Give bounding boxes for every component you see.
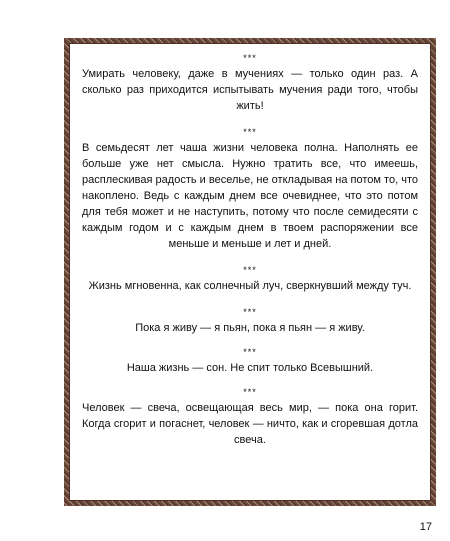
- quote-2: В семьдесят лет чаша жизни человека полна. Наполнять ее больше уже нет смысла. Нужно тратить все, что имеешь, расплескивая радость и веселье, не откладывая на потом то, что накоплено. Ведь с каждым днем все очевиднее, что это потом для тебя может и не наступить, потому что после семидесяти с каждым годом и с каждым днем в твоем распоряжении все меньше и меньше и лет и дней.: [82, 142, 418, 250]
- quote-1: Умирать человеку, даже в мучениях — только один раз. А сколько раз приходится испытывать мучения ради того, чтобы жить!: [82, 68, 418, 112]
- separator: ***: [243, 307, 257, 317]
- quote-5: Наша жизнь — сон. Не спит только Всевышний.: [126, 362, 374, 374]
- quote-3: Жизнь мгновенна, как солнечный луч, сверкнувший между туч.: [88, 280, 412, 292]
- quote-4: Пока я живу — я пьян, пока я пьян — я живу.: [135, 322, 365, 334]
- quote-6: Человек — свеча, освещающая весь мир, — пока она горит. Когда сгорит и погаснет, человек — ничто, как и сгоревшая дотла свеча.: [82, 402, 418, 446]
- separator: ***: [243, 387, 257, 397]
- decorative-frame: [64, 38, 436, 506]
- separator: ***: [243, 265, 257, 275]
- separator: ***: [243, 53, 257, 63]
- separator: ***: [243, 127, 257, 137]
- separator: ***: [243, 347, 257, 357]
- page-number: 17: [419, 521, 432, 533]
- page-content: [69, 43, 431, 501]
